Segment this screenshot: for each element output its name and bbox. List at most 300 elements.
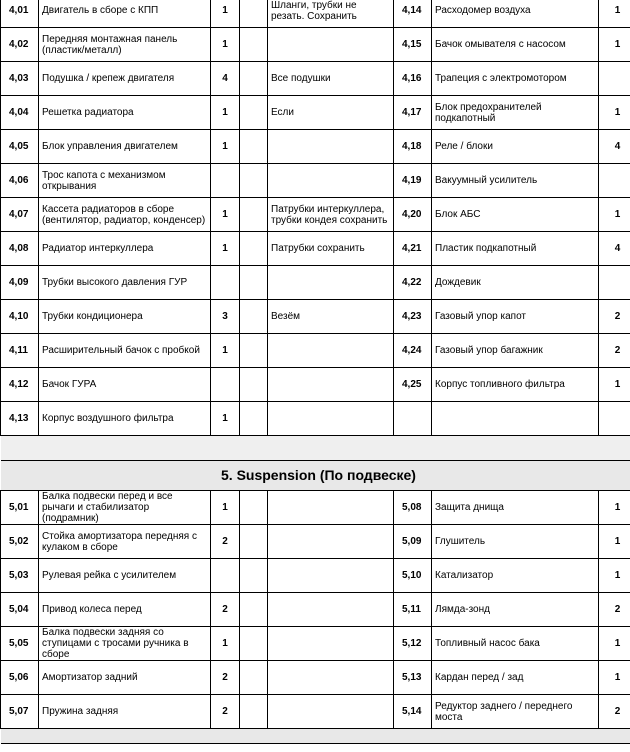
left-item-quantity[interactable] <box>211 695 240 729</box>
left-item-number[interactable] <box>1 266 39 300</box>
blank-cell[interactable] <box>240 402 268 436</box>
table-row <box>1 627 630 661</box>
right-item-quantity[interactable] <box>599 62 630 96</box>
right-item-quantity[interactable] <box>599 130 630 164</box>
left-item-name-text: Подушка / крепеж двигателя <box>42 73 175 84</box>
item-note[interactable] <box>268 593 394 627</box>
item-note[interactable] <box>268 0 394 28</box>
blank-cell[interactable] <box>240 266 268 300</box>
right-item-quantity-text: 2 <box>614 706 621 717</box>
left-item-name[interactable] <box>39 300 211 334</box>
left-item-number-text: 4,10 <box>9 311 29 322</box>
item-note[interactable] <box>268 491 394 525</box>
right-item-number-text: 4,18 <box>402 141 422 152</box>
right-item-number[interactable] <box>394 266 432 300</box>
right-item-quantity[interactable] <box>599 559 630 593</box>
left-item-name-text: Кассета радиаторов в сборе (вентилятор, радиатор, конденсер) <box>42 203 206 226</box>
left-item-name[interactable] <box>39 62 211 96</box>
table-row <box>1 491 630 525</box>
right-item-name[interactable] <box>432 627 599 661</box>
item-note-text: Шланги, трубки не резать. Сохранить <box>271 0 357 22</box>
left-item-name-text: Решетка радиатора <box>42 107 134 118</box>
right-item-quantity[interactable] <box>599 695 630 729</box>
right-item-quantity[interactable] <box>599 266 630 300</box>
left-item-quantity[interactable] <box>211 368 240 402</box>
right-item-number-text: 4,14 <box>402 5 422 16</box>
right-item-number[interactable] <box>394 627 432 661</box>
right-item-quantity[interactable] <box>599 96 630 130</box>
table-row <box>1 593 630 627</box>
left-item-number[interactable] <box>1 334 39 368</box>
right-item-number[interactable] <box>394 300 432 334</box>
blank-cell[interactable] <box>240 627 268 661</box>
right-item-number[interactable] <box>394 164 432 198</box>
item-note[interactable] <box>268 695 394 729</box>
item-note[interactable] <box>268 402 394 436</box>
right-item-number-text: 4,22 <box>402 277 422 288</box>
right-item-number[interactable] <box>394 0 432 28</box>
left-item-name[interactable] <box>39 130 211 164</box>
right-item-quantity-text: 4 <box>614 141 621 152</box>
right-item-name[interactable] <box>432 28 599 62</box>
right-item-name-text: Глушитель <box>435 536 486 547</box>
item-note[interactable] <box>268 300 394 334</box>
right-item-name-text: Дождевик <box>435 277 481 288</box>
left-item-quantity[interactable] <box>211 491 240 525</box>
right-item-number-text: 5,10 <box>402 570 422 581</box>
left-item-quantity[interactable] <box>211 0 240 28</box>
left-item-number-text: 4,07 <box>9 209 29 220</box>
right-item-quantity[interactable] <box>599 164 630 198</box>
table-row <box>1 661 630 695</box>
left-item-name-text: Амортизатор задний <box>42 672 138 683</box>
left-item-number-text: 5,01 <box>9 502 29 513</box>
table-row <box>1 164 630 198</box>
left-item-number[interactable] <box>1 198 39 232</box>
left-item-name[interactable] <box>39 559 211 593</box>
right-item-name-text: Трапеция с электромотором <box>435 73 567 84</box>
left-item-number-text: 5,07 <box>9 706 29 717</box>
right-item-name[interactable] <box>432 491 599 525</box>
right-item-number-text: 4,17 <box>402 107 422 118</box>
right-item-number[interactable] <box>394 661 432 695</box>
left-item-quantity-text: 1 <box>222 413 228 424</box>
right-item-name-text: Корпус топливного фильтра <box>435 379 565 390</box>
left-item-number[interactable] <box>1 368 39 402</box>
table-row <box>1 266 630 300</box>
right-item-number-text: 5,12 <box>402 638 422 649</box>
bottom-band <box>1 729 630 744</box>
left-item-name-text: Трубки высокого давления ГУР <box>42 277 188 288</box>
item-note[interactable] <box>268 525 394 559</box>
right-item-quantity[interactable] <box>599 28 630 62</box>
right-item-name-text: Лямда-зонд <box>435 604 490 615</box>
left-item-name-text: Блок управления двигателем <box>42 141 178 152</box>
blank-cell[interactable] <box>240 0 268 28</box>
right-item-name[interactable] <box>432 559 599 593</box>
right-item-quantity-text: 1 <box>614 209 621 220</box>
left-item-quantity-text: 1 <box>222 141 228 152</box>
right-item-number-text: 4,21 <box>402 243 422 254</box>
left-item-quantity[interactable] <box>211 627 240 661</box>
left-item-number-text: 5,06 <box>9 672 29 683</box>
left-item-quantity[interactable] <box>211 164 240 198</box>
left-item-quantity[interactable] <box>211 300 240 334</box>
right-item-quantity[interactable] <box>599 593 630 627</box>
item-note-text: Если <box>271 107 294 118</box>
item-note[interactable] <box>268 334 394 368</box>
item-note-text: Патрубки интеркуллера, трубки кондея сохранить <box>271 203 388 226</box>
left-item-number-text: 4,09 <box>9 277 29 288</box>
right-item-name[interactable] <box>432 334 599 368</box>
left-item-name-text: Рулевая рейка с усилителем <box>42 570 177 581</box>
right-item-quantity-text: 1 <box>614 379 621 390</box>
left-item-name[interactable] <box>39 402 211 436</box>
item-note[interactable] <box>268 130 394 164</box>
right-item-name[interactable] <box>432 164 599 198</box>
right-item-quantity-text: 2 <box>614 311 621 322</box>
right-item-number[interactable] <box>394 130 432 164</box>
left-item-name-text: Пружина задняя <box>42 706 119 717</box>
item-note[interactable] <box>268 96 394 130</box>
blank-cell[interactable] <box>240 334 268 368</box>
table-row <box>1 525 630 559</box>
right-item-name[interactable] <box>432 0 599 28</box>
left-item-number[interactable] <box>1 491 39 525</box>
left-item-name-text: Балка подвески задняя со ступицами с тросами ручника в сборе <box>42 627 189 660</box>
left-item-quantity-text: 2 <box>222 706 228 717</box>
left-item-name-text: Расширительный бачок с пробкой <box>42 345 200 356</box>
left-item-name-text: Привод колеса перед <box>42 604 142 615</box>
right-item-quantity[interactable] <box>599 334 630 368</box>
left-item-number-text: 5,03 <box>9 570 29 581</box>
left-item-quantity-text: 1 <box>222 209 228 220</box>
left-item-number-text: 5,02 <box>9 536 29 547</box>
left-item-number[interactable] <box>1 402 39 436</box>
right-item-quantity[interactable] <box>599 300 630 334</box>
right-item-name[interactable] <box>432 198 599 232</box>
left-item-name[interactable] <box>39 525 211 559</box>
right-item-number-text: 5,14 <box>402 706 422 717</box>
right-item-name-text: Кардан перед / зад <box>435 672 524 683</box>
table-row <box>1 300 630 334</box>
right-item-quantity-text: 1 <box>614 638 621 649</box>
left-item-quantity[interactable] <box>211 402 240 436</box>
right-item-name-text: Защита днища <box>435 502 504 513</box>
left-item-number[interactable] <box>1 62 39 96</box>
right-item-number-text: 4,16 <box>402 73 422 84</box>
right-item-name-text: Редуктор заднего / переднего моста <box>435 700 573 723</box>
right-item-name-text: Реле / блоки <box>435 141 493 152</box>
left-item-number-text: 4,03 <box>9 73 29 84</box>
left-item-quantity[interactable] <box>211 232 240 266</box>
blank-cell[interactable] <box>240 559 268 593</box>
right-item-quantity[interactable] <box>599 232 630 266</box>
right-item-number[interactable] <box>394 695 432 729</box>
blank-cell[interactable] <box>240 130 268 164</box>
item-note-text: Все подушки <box>271 73 331 84</box>
right-item-number-text: 5,11 <box>402 604 421 615</box>
item-note[interactable] <box>268 627 394 661</box>
left-item-number[interactable] <box>1 627 39 661</box>
left-item-quantity-text: 1 <box>222 5 228 16</box>
left-item-name-text: Передняя монтажная панель (пластик/металл) <box>42 33 178 56</box>
item-note[interactable] <box>268 559 394 593</box>
right-item-quantity[interactable] <box>599 525 630 559</box>
left-item-name-text: Стойка амортизатора передняя с кулаком в сборе <box>42 530 197 553</box>
right-item-number[interactable] <box>394 402 432 436</box>
left-item-number[interactable] <box>1 130 39 164</box>
right-item-name[interactable] <box>432 62 599 96</box>
right-item-number-text: 4,15 <box>402 39 422 50</box>
right-item-number[interactable] <box>394 232 432 266</box>
right-item-name[interactable] <box>432 593 599 627</box>
item-note[interactable] <box>268 62 394 96</box>
right-item-number[interactable] <box>394 525 432 559</box>
left-item-quantity-text: 1 <box>222 638 228 649</box>
blank-cell[interactable] <box>240 164 268 198</box>
left-item-number-text: 4,04 <box>9 107 29 118</box>
item-note[interactable] <box>268 164 394 198</box>
right-item-number[interactable] <box>394 28 432 62</box>
left-item-name[interactable] <box>39 232 211 266</box>
right-item-name[interactable] <box>432 130 599 164</box>
left-item-name-text: Трос капота с механизмом открывания <box>42 169 166 192</box>
right-item-number-text: 5,08 <box>402 502 422 513</box>
left-item-quantity[interactable] <box>211 96 240 130</box>
left-item-quantity[interactable] <box>211 525 240 559</box>
left-item-name-text: Корпус воздушного фильтра <box>42 413 174 424</box>
left-item-number[interactable] <box>1 525 39 559</box>
left-item-name[interactable] <box>39 334 211 368</box>
left-item-number-text: 4,06 <box>9 175 29 186</box>
left-item-number-text: 5,04 <box>9 604 29 615</box>
item-note[interactable] <box>268 266 394 300</box>
right-item-name-text: Газовый упор капот <box>435 311 527 322</box>
left-item-quantity-text: 2 <box>222 536 228 547</box>
item-note[interactable] <box>268 368 394 402</box>
right-item-number[interactable] <box>394 491 432 525</box>
left-item-name[interactable] <box>39 266 211 300</box>
left-item-number-text: 4,08 <box>9 243 29 254</box>
table-row <box>1 334 630 368</box>
left-item-number-text: 4,01 <box>9 5 29 16</box>
table-row <box>1 402 630 436</box>
left-item-name[interactable] <box>39 368 211 402</box>
left-item-number[interactable] <box>1 28 39 62</box>
right-item-number-text: 4,19 <box>402 175 422 186</box>
item-note[interactable] <box>268 198 394 232</box>
left-item-quantity-text: 1 <box>222 107 228 118</box>
right-item-quantity-text: 1 <box>614 502 621 513</box>
left-item-quantity[interactable] <box>211 661 240 695</box>
blank-cell[interactable] <box>240 695 268 729</box>
left-item-number[interactable] <box>1 593 39 627</box>
right-item-name-text: Бачок омывателя с насосом <box>435 39 566 50</box>
right-item-quantity[interactable] <box>599 402 630 436</box>
left-item-name-text: Двигатель в сборе с КПП <box>42 5 159 16</box>
left-item-quantity-text: 1 <box>222 502 228 513</box>
right-item-number[interactable] <box>394 334 432 368</box>
blank-cell[interactable] <box>240 198 268 232</box>
left-item-name[interactable] <box>39 661 211 695</box>
right-item-quantity-text: 1 <box>614 536 621 547</box>
left-item-name-text: Радиатор интеркуллера <box>42 243 154 254</box>
blank-cell[interactable] <box>240 300 268 334</box>
right-item-name[interactable] <box>432 266 599 300</box>
table-row <box>1 130 630 164</box>
left-item-quantity-text: 2 <box>222 604 228 615</box>
right-item-quantity[interactable] <box>599 491 630 525</box>
right-item-name-text: Газовый упор багажник <box>435 345 543 356</box>
right-item-name-text: Пластик подкапотный <box>435 243 537 254</box>
right-item-number-text: 5,09 <box>402 536 422 547</box>
left-item-quantity[interactable] <box>211 198 240 232</box>
blank-cell[interactable] <box>240 62 268 96</box>
section-4-rows <box>1 0 630 436</box>
left-item-name[interactable] <box>39 164 211 198</box>
left-item-name-text: Бачок ГУРА <box>42 379 97 390</box>
left-item-name-text: Трубки кондиционера <box>42 311 143 322</box>
section-gap <box>1 436 630 461</box>
table-row <box>1 28 630 62</box>
left-item-quantity[interactable] <box>211 559 240 593</box>
right-item-name-text: Топливный насос бака <box>435 638 540 649</box>
item-note-text: Везём <box>271 311 301 322</box>
left-item-quantity-text: 3 <box>222 311 228 322</box>
section-5-rows <box>1 491 630 729</box>
item-note[interactable] <box>268 28 394 62</box>
right-item-quantity-text: 1 <box>614 570 621 581</box>
left-item-name[interactable] <box>39 491 211 525</box>
right-item-name[interactable] <box>432 300 599 334</box>
left-item-number[interactable] <box>1 695 39 729</box>
left-item-number[interactable] <box>1 559 39 593</box>
right-item-quantity[interactable] <box>599 661 630 695</box>
blank-cell[interactable] <box>240 232 268 266</box>
table-row <box>1 232 630 266</box>
right-item-name[interactable] <box>432 232 599 266</box>
table-row <box>1 0 630 28</box>
blank-cell[interactable] <box>240 28 268 62</box>
blank-cell[interactable] <box>240 368 268 402</box>
item-note[interactable] <box>268 232 394 266</box>
left-item-number[interactable] <box>1 661 39 695</box>
right-item-name-text: Вакуумный усилитель <box>435 175 538 186</box>
right-item-quantity[interactable] <box>599 627 630 661</box>
right-item-name[interactable] <box>432 661 599 695</box>
blank-cell[interactable] <box>240 491 268 525</box>
right-item-name-text: Катализатор <box>435 570 494 581</box>
left-item-number-text: 4,12 <box>9 379 29 390</box>
right-item-quantity-text: 1 <box>614 5 621 16</box>
right-item-name-text: Блок предохранителей подкапотный <box>435 101 542 124</box>
left-item-quantity[interactable] <box>211 28 240 62</box>
left-item-number[interactable] <box>1 164 39 198</box>
right-item-number[interactable] <box>394 62 432 96</box>
left-item-name[interactable] <box>39 198 211 232</box>
table-row <box>1 198 630 232</box>
right-item-quantity-text: 1 <box>614 672 621 683</box>
left-item-quantity-text: 1 <box>222 345 228 356</box>
right-item-number-text: 4,25 <box>402 379 422 390</box>
right-item-number[interactable] <box>394 198 432 232</box>
right-item-quantity[interactable] <box>599 368 630 402</box>
left-item-name-text: Балка подвески перед и все рычаги и стабилизатор (подрамник) <box>42 491 173 524</box>
right-item-number-text: 4,24 <box>402 345 422 356</box>
left-item-quantity[interactable] <box>211 266 240 300</box>
left-item-quantity[interactable] <box>211 62 240 96</box>
left-item-number[interactable] <box>1 0 39 28</box>
left-item-number[interactable] <box>1 232 39 266</box>
right-item-number[interactable] <box>394 96 432 130</box>
right-item-name[interactable] <box>432 695 599 729</box>
item-note-text: Патрубки сохранить <box>271 243 365 254</box>
left-item-name[interactable] <box>39 96 211 130</box>
table-row <box>1 96 630 130</box>
right-item-number[interactable] <box>394 368 432 402</box>
right-item-quantity-text: 2 <box>614 604 621 615</box>
item-note[interactable] <box>268 661 394 695</box>
blank-cell[interactable] <box>240 96 268 130</box>
right-item-quantity-text: 1 <box>614 39 621 50</box>
blank-cell[interactable] <box>240 661 268 695</box>
right-item-quantity[interactable] <box>599 198 630 232</box>
left-item-quantity-text: 1 <box>222 243 228 254</box>
left-item-number[interactable] <box>1 96 39 130</box>
right-item-quantity-text: 4 <box>614 243 621 254</box>
left-item-name[interactable] <box>39 28 211 62</box>
table-row <box>1 695 630 729</box>
left-item-number-text: 4,11 <box>9 345 28 356</box>
right-item-name[interactable] <box>432 402 599 436</box>
right-item-name[interactable] <box>432 525 599 559</box>
right-item-number-text: 4,20 <box>402 209 422 220</box>
right-item-number-text: 4,23 <box>402 311 422 322</box>
left-item-quantity-text: 1 <box>222 39 228 50</box>
left-item-number[interactable] <box>1 300 39 334</box>
left-item-name[interactable] <box>39 0 211 28</box>
table-row <box>1 368 630 402</box>
section-5-title: 5. Suspension (По подвеске) <box>1 461 630 491</box>
left-item-number-text: 4,05 <box>9 141 29 152</box>
left-item-quantity[interactable] <box>211 593 240 627</box>
right-item-quantity-text: 1 <box>614 107 621 118</box>
left-item-name[interactable] <box>39 627 211 661</box>
right-item-quantity-text: 2 <box>614 345 621 356</box>
left-item-name[interactable] <box>39 695 211 729</box>
table-row <box>1 559 630 593</box>
left-item-quantity-text: 2 <box>222 672 228 683</box>
right-item-number[interactable] <box>394 559 432 593</box>
left-item-name[interactable] <box>39 593 211 627</box>
blank-cell[interactable] <box>240 593 268 627</box>
left-item-number-text: 5,05 <box>9 638 29 649</box>
section-5-header <box>1 461 630 491</box>
right-item-name[interactable] <box>432 368 599 402</box>
right-item-name-text: Блок АБС <box>435 209 481 220</box>
left-item-quantity[interactable] <box>211 130 240 164</box>
right-item-name-text: Расходомер воздуха <box>435 5 531 16</box>
left-item-number-text: 4,13 <box>9 413 29 424</box>
right-item-name[interactable] <box>432 96 599 130</box>
table-row <box>1 62 630 96</box>
left-item-quantity-text: 4 <box>222 73 228 84</box>
right-item-number[interactable] <box>394 593 432 627</box>
blank-cell[interactable] <box>240 525 268 559</box>
left-item-quantity[interactable] <box>211 334 240 368</box>
right-item-quantity[interactable] <box>599 0 630 28</box>
